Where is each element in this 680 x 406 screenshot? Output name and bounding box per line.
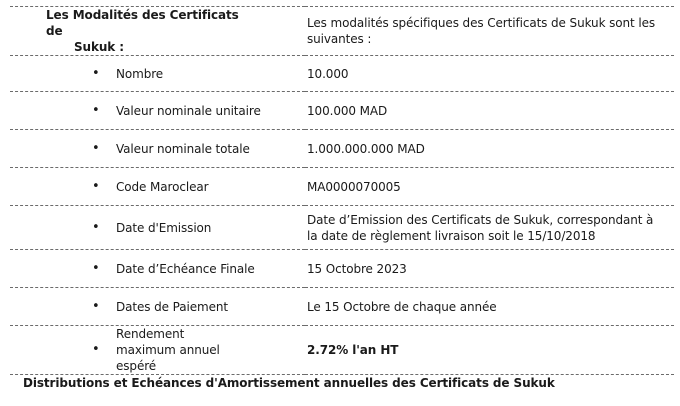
- row-label: Date d’Echéance Finale: [116, 261, 255, 276]
- bullet-icon: •: [92, 102, 100, 118]
- table-header-row: [10, 7, 674, 56]
- row-value: 2.72% l'an HT: [307, 343, 399, 357]
- table-row: [10, 250, 674, 288]
- row-value: 1.000.000.000 MAD: [307, 141, 425, 156]
- table-row: [10, 92, 674, 130]
- table-row: [10, 56, 674, 92]
- sukuk-terms-table: [10, 6, 674, 375]
- bullet-icon: •: [92, 140, 100, 156]
- table-row: [10, 288, 674, 326]
- section-title: Distributions et Echéances d'Amortissement annuelles des Certificats de Sukuk: [23, 376, 555, 390]
- bullet-icon: •: [92, 65, 100, 81]
- bullet-icon: •: [92, 342, 100, 357]
- header-label-line2: Sukuk :: [74, 40, 124, 54]
- row-value: 10.000: [307, 66, 349, 81]
- row-label: Valeur nominale unitaire: [116, 103, 261, 118]
- row-label: Code Maroclear: [116, 179, 209, 194]
- row-value: MA0000070005: [307, 179, 401, 194]
- row-value: Date d’Emission des Certificats de Sukuk, correspondant à la date de règlement livraison soit le 15/10/2018: [307, 212, 654, 243]
- row-label: Dates de Paiement: [116, 299, 229, 314]
- row-label: Rendement maximum annuel espéré: [116, 327, 220, 373]
- row-value: 15 Octobre 2023: [307, 261, 407, 276]
- header-value-cell: [305, 7, 674, 56]
- row-label: Date d'Emission: [116, 220, 212, 235]
- header-value: Les modalités spécifiques des Certificats de Sukuk sont les suivantes :: [307, 16, 656, 46]
- bullet-icon: •: [92, 260, 100, 276]
- table-row: [10, 168, 674, 206]
- row-label: Valeur nominale totale: [116, 141, 250, 156]
- bullet-icon: •: [92, 219, 100, 235]
- table-row: [10, 130, 674, 168]
- row-value: 100.000 MAD: [307, 103, 388, 118]
- table-row: [10, 206, 674, 250]
- row-label: Nombre: [116, 66, 164, 81]
- row-value: Le 15 Octobre de chaque année: [307, 299, 497, 314]
- header-label-cell: [10, 7, 305, 56]
- header-label: [10, 7, 305, 55]
- header-label-line1: Les Modalités des Certificats de: [46, 8, 239, 38]
- table-row: [10, 326, 674, 375]
- bullet-icon: •: [92, 178, 100, 194]
- bullet-icon: •: [92, 298, 100, 314]
